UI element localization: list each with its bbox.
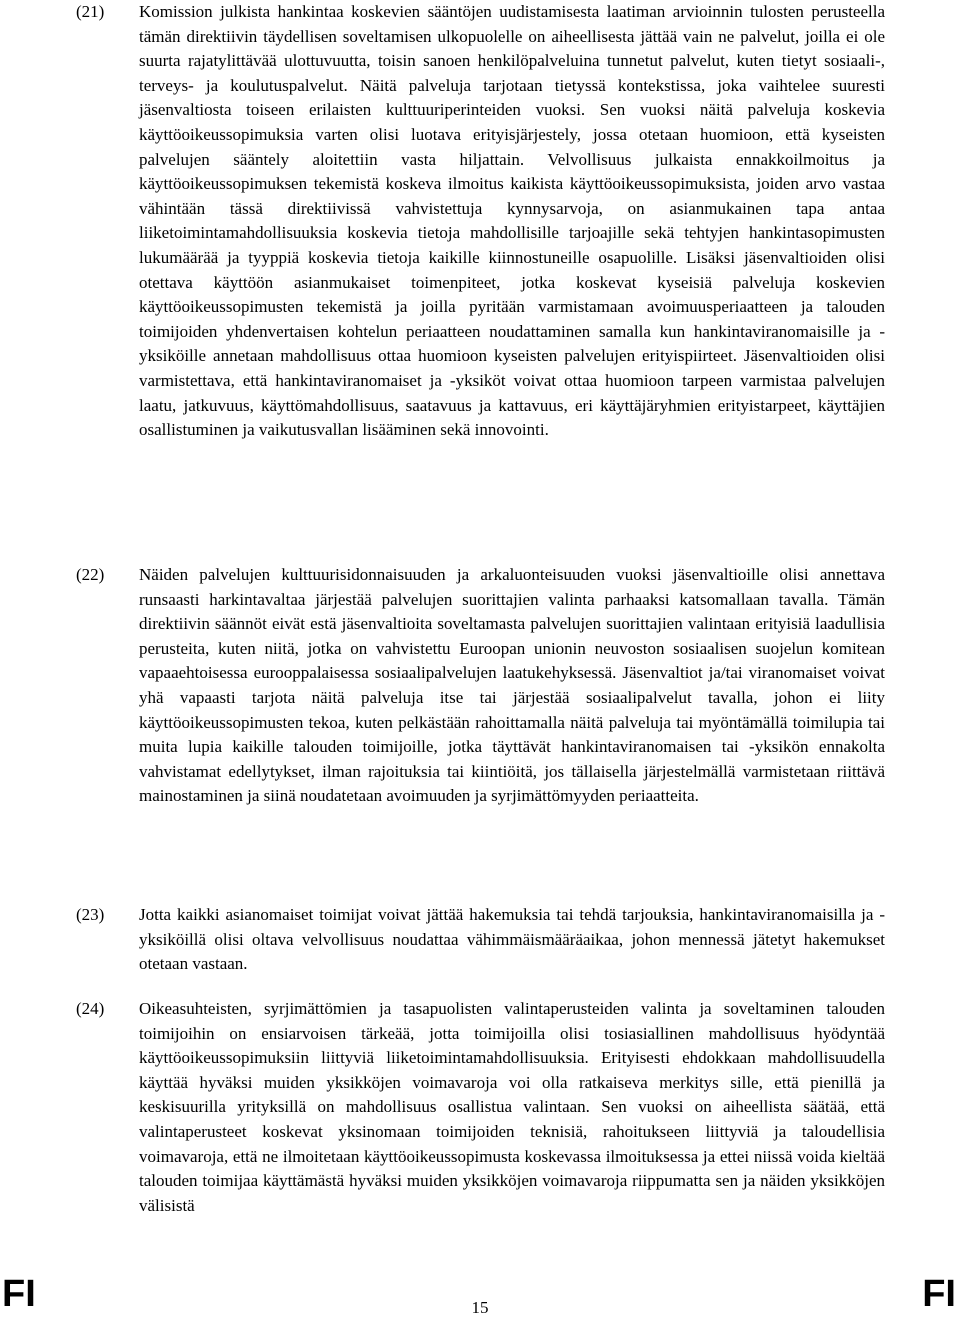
- footer-language-left: FI: [2, 1273, 36, 1315]
- recital-number: (21): [76, 2, 105, 21]
- recital-text: Oikeasuhteisten, syrjimättömien ja tasapuolisten valintaperusteiden valinta ja soveltaminen talouden toimijoihin on ensiarvoisen tärkeää, jotta toimijoilla olisi tosiasiallinen mahdollisuus hyödyntää käyttöoikeussopimuksiin liittyviä liiketoimintamahdollisuuksia. Erityisesti ehdokkaan mahdollisuudella käyttää hyväksi muiden yksikköjen voimavaroja voi olla ratkaiseva merkitys sille, että pienillä ja keskisuurilla yrityksillä on mahdollisuus osallistua valintaan. Sen vuoksi on aiheellista säätää, että valintaperusteet koskevat yksinomaan toimijoiden teknisiä, rahoitukseen liittyviä ja taloudellisia voimavaroja, että ne ilmoitetaan käyttöoikeussopimusta koskevassa ilmoituksessa ja ettei niissä voida kieltää talouden toimijaa käyttämästä hyväksi muiden yksikköjen voimavaroja riippumatta sen ja näiden yksikköjen välisistä: [139, 999, 885, 1215]
- footer-language-right: FI: [922, 1273, 956, 1315]
- recital-number: (22): [76, 565, 105, 584]
- recital-number: (23): [76, 905, 105, 924]
- page-number: 15: [471, 1298, 489, 1317]
- recital-number: (24): [76, 999, 105, 1018]
- recital-text: Jotta kaikki asianomaiset toimijat voivat jättää hakemuksia tai tehdä tarjouksia, hankintaviranomaisilla ja -yksiköillä olisi oltava velvollisuus noudattaa vähimmäismääräaikaa, johon mennessä jätetyt hakemukset otetaan vastaan.: [139, 905, 885, 974]
- recital-text: Näiden palvelujen kulttuurisidonnaisuuden ja arkaluonteisuuden vuoksi jäsenvaltioille olisi annettava runsaasti harkintavaltaa järjestää palvelujen suorittajien valinta parhaaksi katsomallaan tavalla. Tämän direktiivin säännöt eivät estä jäsenvaltioita soveltamasta palvelujen suorittajien valintaan erityisiä laadullisia perusteita, kuten niitä, jotka on vahvistettu Euroopan unionin neuvoston sosiaalisen suojelun komitean vapaaehtoisessa eurooppalaisessa sosiaalipalvelujen laatukehyksessä. Jäsenvaltiot ja/tai viranomaiset voivat yhä vapaasti tarjota näitä palveluja itse tai järjestää sosiaalipalvelut tavalla, johon ei liity käyttöoikeussopimusten tekoa, kuten pelkästään rahoittamalla näitä palveluja tai myöntämällä toimilupia tai muita lupia kaikille talouden toimijoille, jotka täyttävät hankintaviranomaisen tai -yksikön ennakolta vahvistamat edellytykset, ilman rajoituksia tai kiintiöitä, jos tällaisella järjestelmällä varmistetaan riittävä mainostaminen ja siinä noudatetaan avoimuuden ja syrjimättömyyden periaatteita.: [139, 565, 885, 806]
- recital-text: Komission julkista hankintaa koskevien sääntöjen uudistamisesta laatiman arvioinnin tulosten perusteella tämän direktiivin täydellisen soveltamisen ulkopuolelle on aiheellisesta jättää vain ne palvelut, joilla ei ole suurta rajatylittävää ulottuvuutta, toisin sanoen henkilöpalveluina tunnetut palvelut, kuten tietyt sosiaali-, terveys- ja koulutuspalvelut. Näitä palveluja tarjotaan tietyssä kontekstissa, joka vaihtelee suuresti jäsenvaltiosta toiseen erilaisten kulttuuriperinteiden vuoksi. Sen vuoksi näitä palveluja koskevia käyttöoikeussopimuksia varten olisi luotava erityisjärjestely, jossa otetaan huomioon, että kyseisten palvelujen sääntely aloitettiin vasta hiljattain. Velvollisuus julkaista ennakkoilmoitus ja käyttöoikeussopimuksen tekemistä koskeva ilmoitus kaikista käyttöoikeussopimuksista, joiden arvo vastaa vähintään tässä direktiivissä vahvistettuja kynnysarvoja, on asianmukainen tapa antaa liiketoimintamahdollisuuksia koskevia tietoja mahdollisille tarjoajille sekä tehtyjen hankintasopimusten lukumäärää ja tyyppiä koskevia tietoja kaikille kiinnostuneille osapuolille. Lisäksi jäsenvaltioiden olisi otettava käyttöön asianmukaiset toimenpiteet, jotka koskevat kyseisiä palveluja koskevien käyttöoikeussopimusten tekemistä ja joilla pyritään varmistamaan avoimuusperiaatteen ja talouden toimijoiden yhdenvertaisen kohtelun periaatteen noudattaminen samalla kun hankintaviranomaisille ja -yksiköille annetaan mahdollisuus ottaa huomioon kyseisten palvelujen erityispiirteet. Jäsenvaltioiden olisi varmistettava, että hankintaviranomaiset ja -yksiköt voivat ottaa huomioon tarpeen varmistaa palvelujen laatu, jatkuvuus, käyttömahdollisuus, saatavuus ja kattavuus, eri käyttäjäryhmien erityistarpeet, käyttäjien osallistuminen ja vaikutusvallan lisääminen sekä innovointi.: [139, 2, 885, 440]
